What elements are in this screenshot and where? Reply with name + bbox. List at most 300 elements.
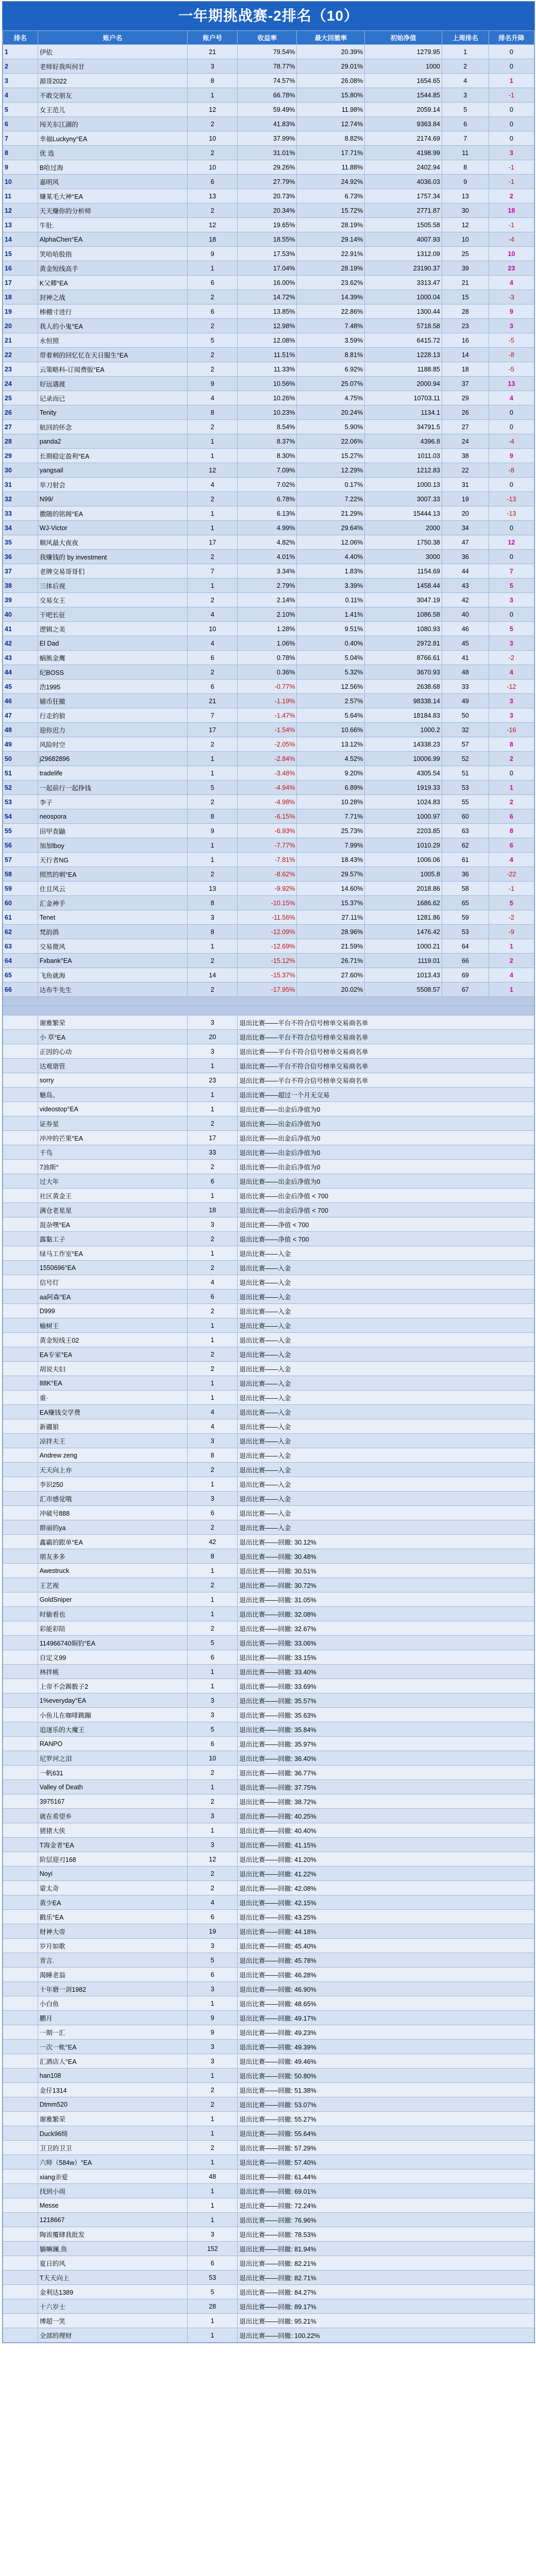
cell-initial-equity: 6415.72 bbox=[365, 333, 442, 348]
cell-account-no: 17 bbox=[188, 1131, 238, 1145]
cell-last-rank: 63 bbox=[442, 824, 489, 838]
cell-return: -1.19% bbox=[238, 694, 297, 708]
table-row bbox=[3, 1895, 534, 1910]
cell-rank-empty bbox=[3, 1708, 38, 1722]
cell-rank: 58 bbox=[3, 867, 38, 882]
cell-account-no: 9 bbox=[188, 824, 238, 838]
cell-account-name: aa阿森°EA bbox=[38, 1290, 187, 1304]
cell-account-no: 18 bbox=[188, 232, 238, 247]
cell-account-no: 1 bbox=[188, 521, 238, 535]
table-row bbox=[3, 1636, 534, 1650]
cell-max-drawdown: 24.92% bbox=[297, 175, 365, 189]
table-row bbox=[3, 1160, 534, 1174]
cell-return: 17.53% bbox=[238, 247, 297, 261]
cell-account-no: 9 bbox=[188, 2011, 238, 2025]
cell-account-no: 1 bbox=[188, 261, 238, 276]
cell-rank: 5 bbox=[3, 103, 38, 117]
table-row bbox=[3, 1751, 534, 1766]
table-row bbox=[3, 1592, 534, 1607]
cell-initial-equity: 10703.11 bbox=[365, 391, 442, 405]
cell-rank: 29 bbox=[3, 449, 38, 463]
cell-max-drawdown: 0.17% bbox=[297, 478, 365, 492]
table-row bbox=[3, 377, 534, 391]
cell-account-no: 6 bbox=[188, 1968, 238, 1982]
cell-rank-empty bbox=[3, 1982, 38, 1996]
cell-last-rank: 42 bbox=[442, 593, 489, 607]
cell-rank: 35 bbox=[3, 535, 38, 550]
cell-account-no: 2 bbox=[188, 362, 238, 377]
cell-account-no: 10 bbox=[188, 131, 238, 146]
cell-initial-equity: 4198.99 bbox=[365, 146, 442, 160]
cell-initial-equity: 14338.23 bbox=[365, 737, 442, 752]
table-row bbox=[3, 1996, 534, 2011]
cell-rank: 61 bbox=[3, 910, 38, 925]
cell-account-name: neospora bbox=[38, 809, 187, 824]
cell-account-no: 10 bbox=[188, 160, 238, 175]
cell-max-drawdown: 29.64% bbox=[297, 521, 365, 535]
cell-account-no: 17 bbox=[188, 535, 238, 550]
cell-return: 0.36% bbox=[238, 665, 297, 680]
cell-max-drawdown: 9.20% bbox=[297, 766, 365, 781]
cell-rank: 59 bbox=[3, 882, 38, 896]
table-row bbox=[3, 535, 534, 550]
cell-retire-reason: 退出比赛——回撤: 33.15% bbox=[238, 1650, 534, 1665]
cell-rank-change: -13 bbox=[489, 506, 534, 521]
cell-retire-reason: 退出比赛——回撤: 49.46% bbox=[238, 2054, 534, 2069]
table-row bbox=[3, 723, 534, 737]
cell-account-no: 1 bbox=[188, 1780, 238, 1794]
cell-rank: 41 bbox=[3, 622, 38, 636]
cell-account-name: 社区黄金王 bbox=[38, 1189, 187, 1203]
table-row bbox=[3, 1838, 534, 1852]
cell-rank-empty bbox=[3, 1895, 38, 1910]
cell-return: 4.99% bbox=[238, 521, 297, 535]
cell-account-name: 天天向上亦 bbox=[38, 1463, 187, 1477]
cell-rank: 36 bbox=[3, 550, 38, 564]
cell-account-no: 2 bbox=[188, 1304, 238, 1318]
cell-account-name: 我赚钱的 by investment bbox=[38, 550, 187, 564]
table-row bbox=[3, 74, 534, 88]
cell-return: 13.85% bbox=[238, 304, 297, 319]
table-row bbox=[3, 333, 534, 348]
cell-account-name: 好远遇渡 bbox=[38, 377, 187, 391]
cell-retire-reason: 退出比赛——入金 bbox=[238, 1246, 534, 1261]
cell-return: 59.49% bbox=[238, 103, 297, 117]
table-row bbox=[3, 1564, 534, 1578]
cell-last-rank: 33 bbox=[442, 680, 489, 694]
cell-account-no: 1 bbox=[188, 1607, 238, 1621]
cell-rank-empty bbox=[3, 1867, 38, 1881]
cell-rank: 38 bbox=[3, 579, 38, 593]
cell-return: -6.15% bbox=[238, 809, 297, 824]
cell-account-name: 绿马工作室°EA bbox=[38, 1246, 187, 1261]
cell-account-name: 上帝不会踢骰子2 bbox=[38, 1679, 187, 1693]
cell-account-no: 1 bbox=[188, 766, 238, 781]
cell-initial-equity: 2771.87 bbox=[365, 204, 442, 218]
header-account-no: 账户号 bbox=[188, 31, 238, 45]
cell-retire-reason: 退出比赛——回撤: 42.08% bbox=[238, 1881, 534, 1895]
cell-account-name: Dtmm520 bbox=[38, 2097, 187, 2112]
cell-account-name: 李子 bbox=[38, 795, 187, 809]
cell-return: 66.78% bbox=[238, 88, 297, 103]
cell-return: 16.00% bbox=[238, 276, 297, 290]
table-row bbox=[3, 1232, 534, 1246]
cell-account-no: 1 bbox=[188, 752, 238, 766]
table-row bbox=[3, 1722, 534, 1737]
cell-account-no: 28 bbox=[188, 2299, 238, 2314]
cell-last-rank: 62 bbox=[442, 838, 489, 853]
cell-return: -1.54% bbox=[238, 723, 297, 737]
cell-rank-change: 23 bbox=[489, 261, 534, 276]
table-row bbox=[3, 1766, 534, 1780]
cell-account-no: 3 bbox=[188, 1015, 238, 1030]
cell-max-drawdown: 12.56% bbox=[297, 680, 365, 694]
cell-account-no: 3 bbox=[188, 910, 238, 925]
cell-return: 0.78% bbox=[238, 651, 297, 665]
cell-account-name: 1%everyday°EA bbox=[38, 1693, 187, 1708]
cell-account-no: 152 bbox=[188, 2242, 238, 2256]
cell-last-rank: 12 bbox=[442, 218, 489, 232]
cell-account-name: panda2 bbox=[38, 434, 187, 449]
cell-account-no: 1 bbox=[188, 1679, 238, 1693]
cell-rank-change: -1 bbox=[489, 218, 534, 232]
cell-account-no: 2 bbox=[188, 795, 238, 809]
cell-initial-equity: 18184.83 bbox=[365, 708, 442, 723]
cell-account-name: 牛肚. bbox=[38, 218, 187, 232]
cell-last-rank: 66 bbox=[442, 954, 489, 968]
cell-account-no: 48 bbox=[188, 2170, 238, 2184]
cell-initial-equity: 1154.69 bbox=[365, 564, 442, 579]
cell-account-name: D999 bbox=[38, 1304, 187, 1318]
cell-last-rank: 58 bbox=[442, 882, 489, 896]
cell-account-no: 2 bbox=[188, 1578, 238, 1592]
header-return: 收益率 bbox=[238, 31, 297, 45]
cell-rank-empty bbox=[3, 1261, 38, 1275]
table-row bbox=[3, 1939, 534, 1953]
cell-initial-equity: 1188.85 bbox=[365, 362, 442, 377]
cell-rank-change: 5 bbox=[489, 579, 534, 593]
table-row bbox=[3, 1650, 534, 1665]
cell-rank-empty bbox=[3, 1376, 38, 1391]
cell-account-name: K父卿°EA bbox=[38, 276, 187, 290]
cell-rank-empty bbox=[3, 1203, 38, 1217]
cell-max-drawdown: 29.14% bbox=[297, 232, 365, 247]
table-row bbox=[3, 939, 534, 954]
cell-rank-change: 2 bbox=[489, 189, 534, 204]
table-row bbox=[3, 1708, 534, 1722]
table-row bbox=[3, 1304, 534, 1318]
cell-max-drawdown: 28.96% bbox=[297, 925, 365, 939]
table-row bbox=[3, 593, 534, 607]
cell-max-drawdown: 2.57% bbox=[297, 694, 365, 708]
cell-retire-reason: 退出比赛——回撤: 41.15% bbox=[238, 1838, 534, 1852]
table-row bbox=[3, 521, 534, 535]
cell-account-name: 证券星 bbox=[38, 1116, 187, 1131]
cell-rank: 11 bbox=[3, 189, 38, 204]
cell-retire-reason: 退出比赛——回撤: 45.40% bbox=[238, 1939, 534, 1953]
cell-retire-reason: 退出比赛——回撤: 50.80% bbox=[238, 2069, 534, 2083]
cell-rank-empty bbox=[3, 2213, 38, 2227]
table-row bbox=[3, 910, 534, 925]
table-row bbox=[3, 665, 534, 680]
cell-account-name: 露黏工子 bbox=[38, 1232, 187, 1246]
cell-rank-change: -2 bbox=[489, 651, 534, 665]
cell-last-rank: 30 bbox=[442, 204, 489, 218]
table-row bbox=[3, 781, 534, 795]
cell-rank-empty bbox=[3, 1246, 38, 1261]
cell-account-name: 1550696°EA bbox=[38, 1261, 187, 1275]
cell-rank-change: -2 bbox=[489, 910, 534, 925]
cell-return: 19.65% bbox=[238, 218, 297, 232]
cell-retire-reason: 退出比赛——入金 bbox=[238, 1448, 534, 1463]
cell-return: 8.54% bbox=[238, 420, 297, 434]
cell-initial-equity: 1476.42 bbox=[365, 925, 442, 939]
table-row bbox=[3, 882, 534, 896]
cell-retire-reason: 退出比赛——回撤: 81.94% bbox=[238, 2242, 534, 2256]
cell-account-name: 追逐乐的大魔王 bbox=[38, 1722, 187, 1737]
table-row bbox=[3, 478, 534, 492]
cell-account-name: Tenity bbox=[38, 405, 187, 420]
table-row bbox=[3, 651, 534, 665]
cell-retire-reason: 退出比赛——平台不符合信号榜单交易商名单 bbox=[238, 1059, 534, 1073]
table-row bbox=[3, 2141, 534, 2155]
cell-retire-reason: 退出比赛——净值 < 700 bbox=[238, 1217, 534, 1232]
cell-account-no: 5 bbox=[188, 333, 238, 348]
cell-account-name: 青言. bbox=[38, 1953, 187, 1968]
cell-rank: 56 bbox=[3, 838, 38, 853]
cell-return: 41.83% bbox=[238, 117, 297, 131]
table-row bbox=[3, 809, 534, 824]
cell-rank-empty bbox=[3, 1160, 38, 1174]
cell-rank-empty bbox=[3, 1780, 38, 1794]
cell-last-rank: 44 bbox=[442, 564, 489, 579]
cell-account-name: 满仓老星星 bbox=[38, 1203, 187, 1217]
cell-account-name: 交易女王 bbox=[38, 593, 187, 607]
cell-initial-equity: 4396.8 bbox=[365, 434, 442, 449]
cell-max-drawdown: 29.01% bbox=[297, 59, 365, 74]
cell-rank: 51 bbox=[3, 766, 38, 781]
cell-max-drawdown: 22.06% bbox=[297, 434, 365, 449]
cell-account-no: 3 bbox=[188, 2040, 238, 2054]
cell-return: 10.23% bbox=[238, 405, 297, 420]
cell-retire-reason: 退出比赛——入金 bbox=[238, 1261, 534, 1275]
cell-account-no: 9 bbox=[188, 377, 238, 391]
cell-account-name: 达观谐管 bbox=[38, 1059, 187, 1073]
cell-account-name: Awestruck bbox=[38, 1564, 187, 1578]
table-row bbox=[3, 1910, 534, 1924]
table-row bbox=[3, 1073, 534, 1088]
cell-account-no: 1 bbox=[188, 1592, 238, 1607]
cell-last-rank: 51 bbox=[442, 766, 489, 781]
table-row bbox=[3, 232, 534, 247]
cell-retire-reason: 退出比赛——出金后净值 < 700 bbox=[238, 1189, 534, 1203]
cell-rank-empty bbox=[3, 2097, 38, 2112]
cell-rank-change: -5 bbox=[489, 333, 534, 348]
cell-retire-reason: 退出比赛——出金后净值为0 bbox=[238, 1160, 534, 1174]
cell-last-rank: 10 bbox=[442, 232, 489, 247]
cell-account-name: 行走的狼 bbox=[38, 708, 187, 723]
cell-last-rank: 6 bbox=[442, 117, 489, 131]
cell-last-rank: 65 bbox=[442, 896, 489, 910]
cell-account-name: 永恒照 bbox=[38, 333, 187, 348]
cell-rank: 57 bbox=[3, 853, 38, 867]
table-row bbox=[3, 1953, 534, 1968]
cell-account-name: 夏日的风 bbox=[38, 2256, 187, 2270]
cell-account-name: 源哥2022 bbox=[38, 74, 187, 88]
cell-last-rank: 15 bbox=[442, 290, 489, 304]
cell-rank-empty bbox=[3, 1275, 38, 1290]
cell-last-rank: 3 bbox=[442, 88, 489, 103]
cell-initial-equity: 2000 bbox=[365, 521, 442, 535]
cell-retire-reason: 退出比赛——回撤: 57.40% bbox=[238, 2155, 534, 2170]
cell-return: -12.09% bbox=[238, 925, 297, 939]
cell-retire-reason: 退出比赛——回撤: 84.27% bbox=[238, 2285, 534, 2299]
cell-last-rank: 37 bbox=[442, 377, 489, 391]
cell-account-no: 8 bbox=[188, 405, 238, 420]
cell-account-no: 3 bbox=[188, 1838, 238, 1852]
cell-max-drawdown: 12.06% bbox=[297, 535, 365, 550]
cell-account-name: 笑哈哈股指 bbox=[38, 247, 187, 261]
cell-return: 20.73% bbox=[238, 189, 297, 204]
cell-account-no: 2 bbox=[188, 2141, 238, 2155]
cell-max-drawdown: 21.29% bbox=[297, 506, 365, 521]
cell-rank-empty bbox=[3, 1693, 38, 1708]
cell-rank-change: 3 bbox=[489, 694, 534, 708]
cell-account-no: 2 bbox=[188, 2097, 238, 2112]
cell-last-rank: 7 bbox=[442, 131, 489, 146]
cell-account-no: 1 bbox=[188, 1088, 238, 1102]
cell-rank-empty bbox=[3, 2126, 38, 2141]
cell-account-no: 2 bbox=[188, 319, 238, 333]
cell-retire-reason: 退出比赛——回撤: 55.27% bbox=[238, 2112, 534, 2126]
cell-rank-empty bbox=[3, 1535, 38, 1549]
cell-rank: 26 bbox=[3, 405, 38, 420]
cell-rank: 31 bbox=[3, 478, 38, 492]
cell-account-no: 1 bbox=[188, 1665, 238, 1679]
cell-rank-empty bbox=[3, 1116, 38, 1131]
table-row bbox=[3, 1261, 534, 1275]
cell-account-no: 6 bbox=[188, 651, 238, 665]
table-row bbox=[3, 88, 534, 103]
header-rank-change: 排名升降 bbox=[489, 31, 534, 45]
cell-account-no: 21 bbox=[188, 45, 238, 59]
cell-rank: 60 bbox=[3, 896, 38, 910]
cell-account-no: 33 bbox=[188, 1145, 238, 1160]
cell-account-no: 2 bbox=[188, 492, 238, 506]
cell-account-name: 老师好我叫何甘 bbox=[38, 59, 187, 74]
cell-rank-empty bbox=[3, 2069, 38, 2083]
cell-rank: 22 bbox=[3, 348, 38, 362]
table-row bbox=[3, 160, 534, 175]
cell-max-drawdown: 8.82% bbox=[297, 131, 365, 146]
table-row bbox=[3, 420, 534, 434]
cell-max-drawdown: 6.92% bbox=[297, 362, 365, 377]
cell-account-name: 阶层迎刃168 bbox=[38, 1852, 187, 1867]
cell-account-name: sorry bbox=[38, 1073, 187, 1088]
cell-rank-empty bbox=[3, 1852, 38, 1867]
cell-max-drawdown: 5.04% bbox=[297, 651, 365, 665]
cell-retire-reason: 退出比赛——净值 < 700 bbox=[238, 1232, 534, 1246]
cell-account-no: 6 bbox=[188, 1650, 238, 1665]
cell-rank-change: 12 bbox=[489, 535, 534, 550]
cell-account-name: 小鱼儿在咖啡跳蹦 bbox=[38, 1708, 187, 1722]
cell-account-name: 蜗熊金鹰 bbox=[38, 651, 187, 665]
cell-max-drawdown: 7.99% bbox=[297, 838, 365, 853]
cell-account-no: 1 bbox=[188, 579, 238, 593]
cell-initial-equity: 2972.81 bbox=[365, 636, 442, 651]
cell-rank: 54 bbox=[3, 809, 38, 824]
cell-retire-reason: 退出比赛——入金 bbox=[238, 1405, 534, 1419]
cell-rank-change: 3 bbox=[489, 319, 534, 333]
cell-retire-reason: 退出比赛——回撤: 46.90% bbox=[238, 1982, 534, 1996]
cell-initial-equity: 1006.06 bbox=[365, 853, 442, 867]
cell-retire-reason: 退出比赛——入金 bbox=[238, 1391, 534, 1405]
cell-account-no: 2 bbox=[188, 665, 238, 680]
page bbox=[0, 1, 536, 2343]
cell-account-no: 6 bbox=[188, 1290, 238, 1304]
cell-max-drawdown: 3.59% bbox=[297, 333, 365, 348]
cell-account-no: 1 bbox=[188, 1823, 238, 1838]
cell-retire-reason: 退出比赛——回撤: 36.77% bbox=[238, 1766, 534, 1780]
cell-rank-empty bbox=[3, 1030, 38, 1044]
cell-account-no: 4 bbox=[188, 1405, 238, 1419]
header-account-name: 账户名 bbox=[38, 31, 187, 45]
cell-initial-equity: 1919.33 bbox=[365, 781, 442, 795]
table-row bbox=[3, 1405, 534, 1419]
cell-max-drawdown: 28.19% bbox=[297, 261, 365, 276]
cell-retire-reason: 退出比赛——回撤: 53.07% bbox=[238, 2097, 534, 2112]
cell-retire-reason: 退出比赛——回撤: 32.08% bbox=[238, 1607, 534, 1621]
cell-account-name: EA赚钱交学费 bbox=[38, 1405, 187, 1419]
table-row bbox=[3, 2155, 534, 2170]
cell-account-no: 1 bbox=[188, 2112, 238, 2126]
cell-rank-change: -12 bbox=[489, 680, 534, 694]
cell-account-no: 1 bbox=[188, 853, 238, 867]
cell-account-name: Noyi bbox=[38, 1867, 187, 1881]
cell-initial-equity: 8766.61 bbox=[365, 651, 442, 665]
cell-initial-equity: 1086.58 bbox=[365, 607, 442, 622]
cell-rank-empty bbox=[3, 2083, 38, 2097]
cell-account-no: 3 bbox=[188, 1708, 238, 1722]
sheet-title: 一年期挑战赛-2排名（10） bbox=[3, 2, 534, 30]
cell-max-drawdown: 26.08% bbox=[297, 74, 365, 88]
cell-retire-reason: 退出比赛——回撤: 41.20% bbox=[238, 1852, 534, 1867]
table-row bbox=[3, 2198, 534, 2213]
cell-retire-reason: 退出比赛——回撤: 82.21% bbox=[238, 2256, 534, 2270]
cell-retire-reason: 退出比赛——入金 bbox=[238, 1492, 534, 1506]
cell-rank: 1 bbox=[3, 45, 38, 59]
cell-account-no: 3 bbox=[188, 1982, 238, 1996]
cell-initial-equity: 15444.13 bbox=[365, 506, 442, 521]
table-row bbox=[3, 247, 534, 261]
table-row bbox=[3, 1333, 534, 1347]
cell-last-rank: 55 bbox=[442, 795, 489, 809]
cell-account-name: 田甲查鼬 bbox=[38, 824, 187, 838]
table-row bbox=[3, 2299, 534, 2314]
cell-rank: 53 bbox=[3, 795, 38, 809]
cell-retire-reason: 退出比赛——回撤: 43.25% bbox=[238, 1910, 534, 1924]
cell-retire-reason: 退出比赛——回撤: 51.38% bbox=[238, 2083, 534, 2097]
cell-rank-empty bbox=[3, 1232, 38, 1246]
cell-account-name: 胡说夫妇 bbox=[38, 1362, 187, 1376]
cell-return: -4.94% bbox=[238, 781, 297, 795]
cell-retire-reason: 退出比赛——出金后净值为0 bbox=[238, 1174, 534, 1189]
cell-rank-change: 0 bbox=[489, 550, 534, 564]
cell-rank-empty bbox=[3, 2314, 38, 2328]
table-row bbox=[3, 1434, 534, 1448]
cell-retire-reason: 退出比赛——回撤: 35.97% bbox=[238, 1737, 534, 1751]
cell-initial-equity: 1312.09 bbox=[365, 247, 442, 261]
